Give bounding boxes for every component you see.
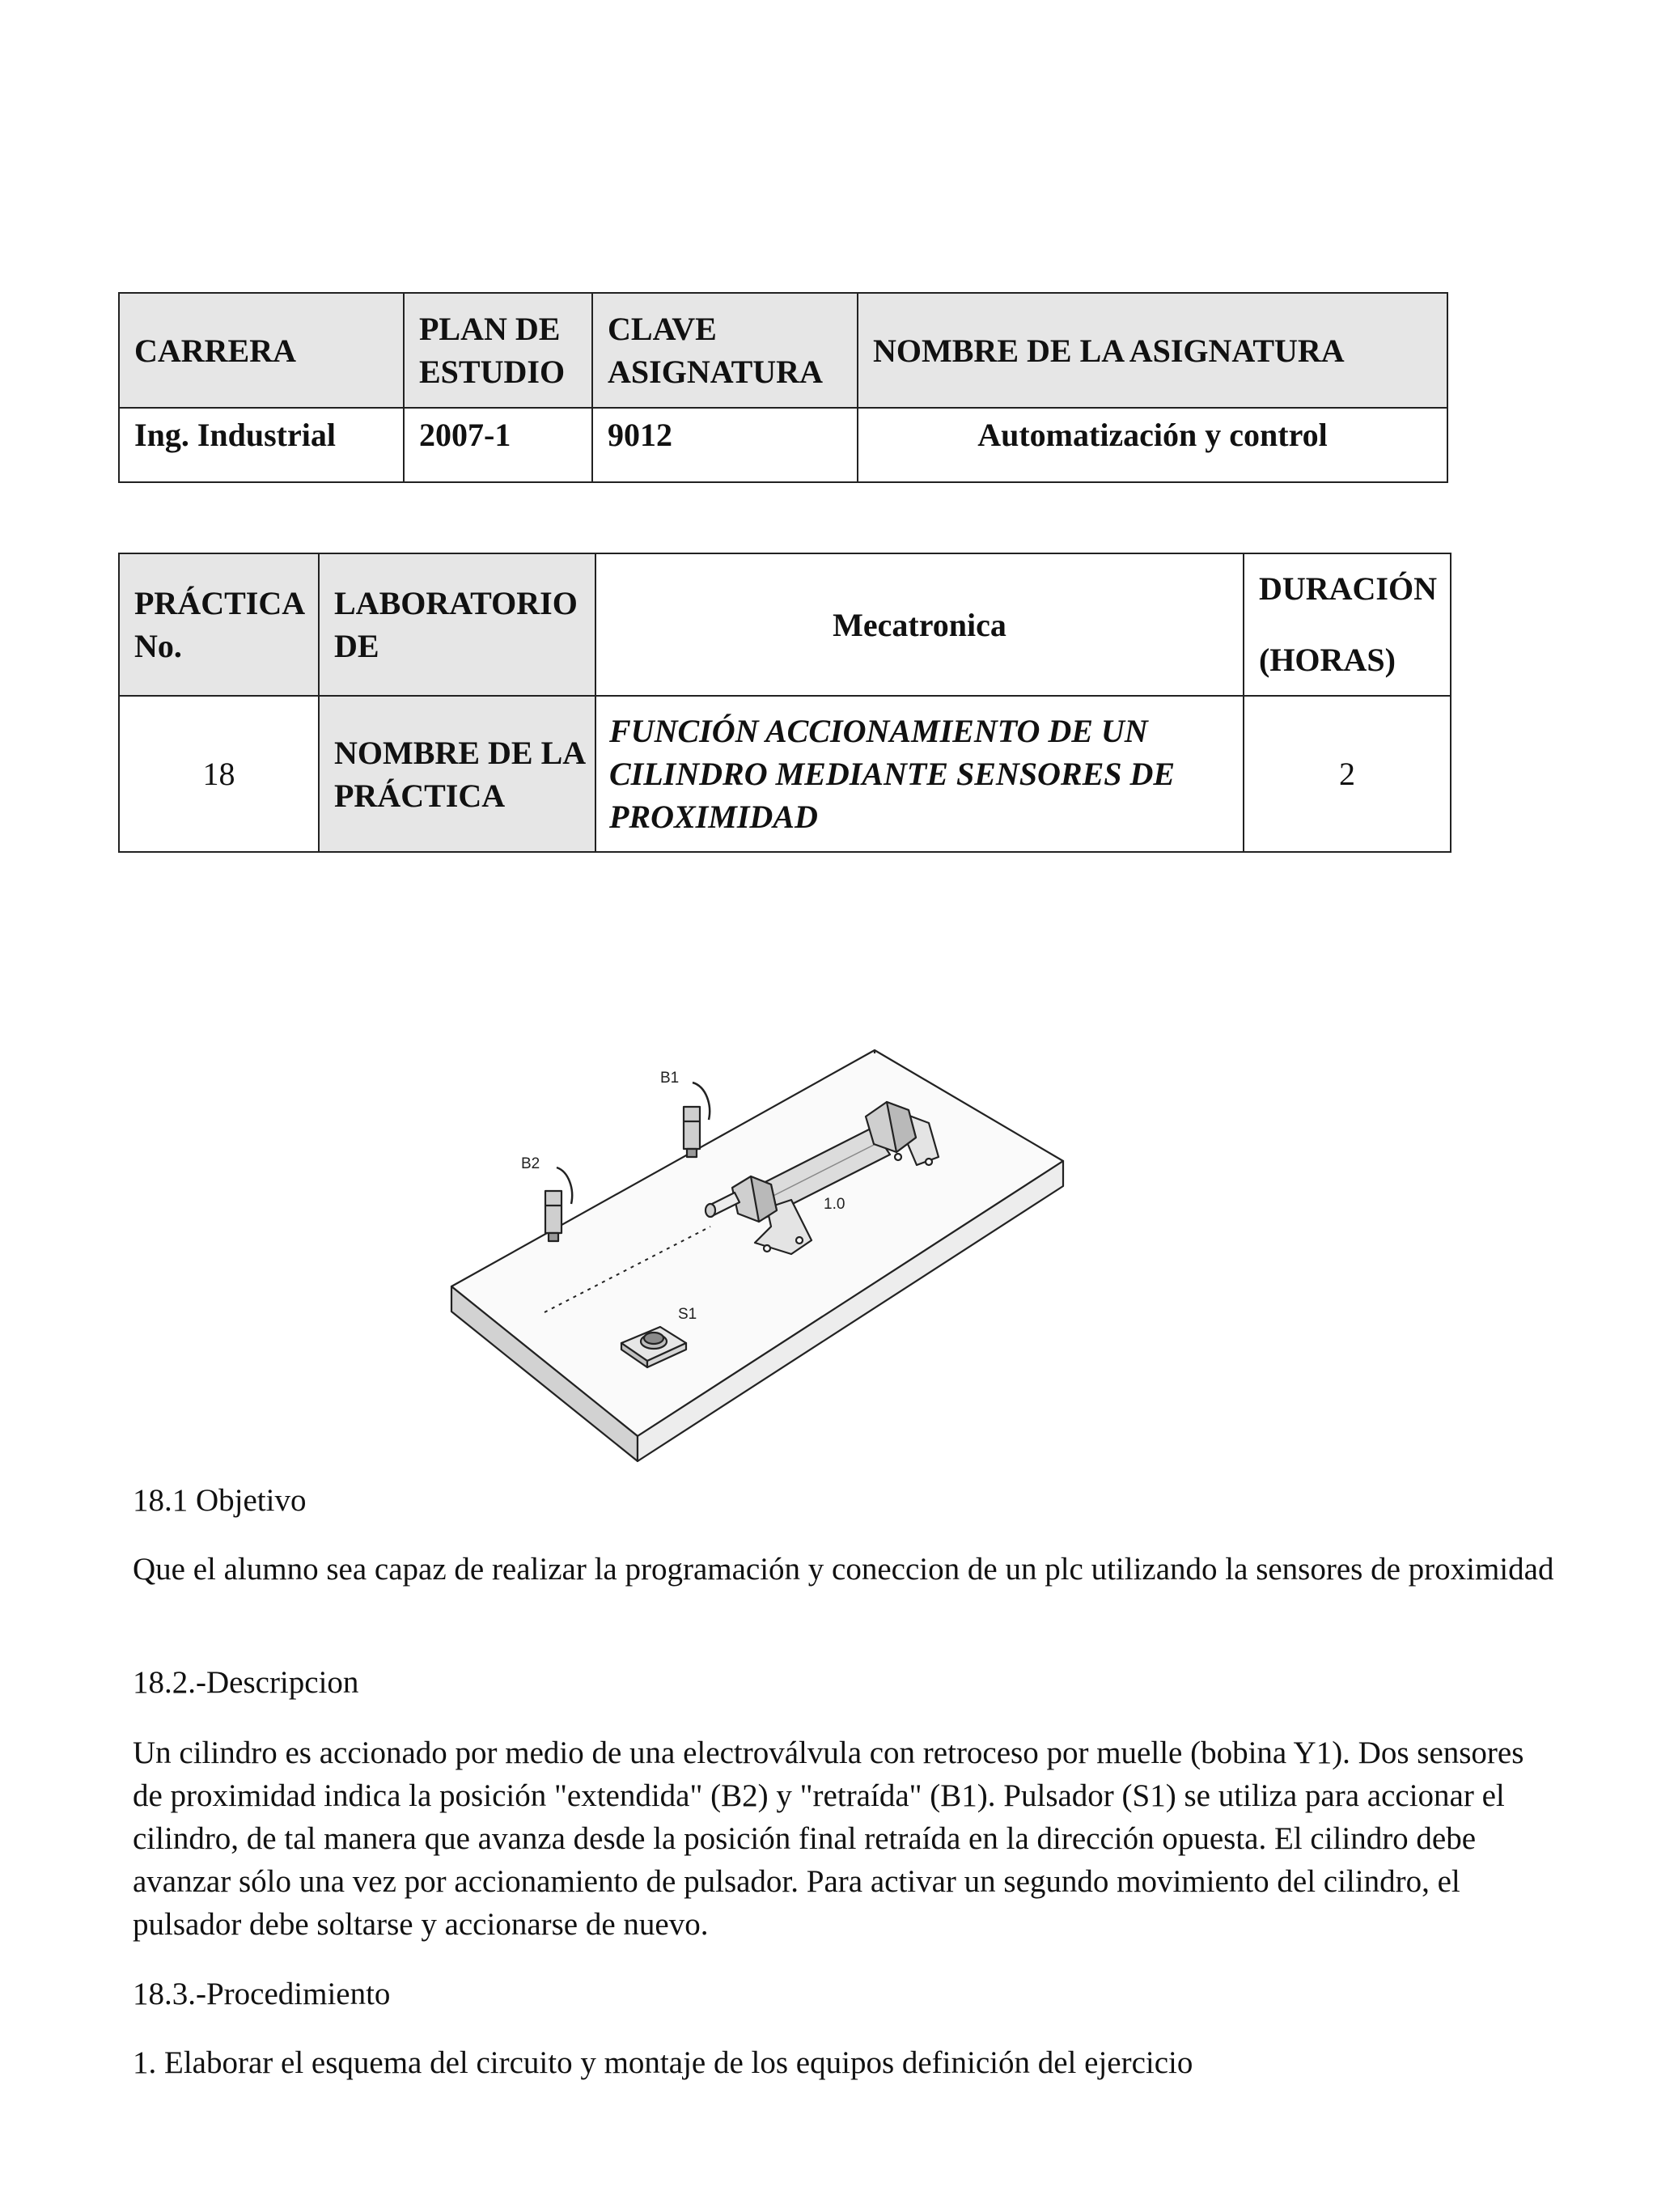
practice-info-table [118,553,1451,853]
value-nombre-asignatura: Automatización y control [858,408,1447,482]
header-carrera: CARRERA [119,293,404,408]
value-carrera: Ing. Industrial [119,408,404,482]
duracion-label: DURACIÓN [1259,570,1437,607]
sensor-b2 [545,1191,562,1233]
label-b1: B1 [660,1070,680,1087]
header-practica-no: PRÁCTICA No. [119,553,319,696]
sensor-b1 [684,1107,700,1149]
value-laboratorio: Mecatronica [595,553,1244,696]
label-b2: B2 [521,1155,540,1172]
descripcion-text: Un cilindro es accionado por medio de una electroválvula con retroceso por muelle (bobina Y1). Dos sensores de proximidad indica la posición "extendida" (B2) y "retraída" (B1). Pulsador (S1) se utiliza para accionar el cilindro, de tal manera que avanza desde la posición final retraída en la dirección opuesta. El cilindro debe avanzar sólo una vez por accionamiento de pulsador. Para activar un segundo movimiento del cilindro, el pulsador debe soltarse y accionarse de nuevo. [133,1735,1524,1942]
value-practica-number: 18 [119,696,319,852]
header-nombre-practica: NOMBRE DE LA PRÁCTICA [319,696,595,852]
header-nombre-asignatura: NOMBRE DE LA ASIGNATURA [858,293,1447,408]
header-duracion [1244,553,1451,696]
objetivo-text: Que el alumno sea capaz de realizar la programación y coneccion de un plc utilizando la sensores de proximidad [133,1552,1554,1587]
header-plan-de-estudio: PLAN DE ESTUDIO [404,293,592,408]
value-duracion: 2 [1244,696,1451,852]
cylinder-sensor-figure [443,1042,1074,1463]
value-clave-asignatura: 9012 [592,408,858,482]
header-laboratorio-de: LABORATORIO DE [319,553,595,696]
label-s1: S1 [678,1306,697,1323]
label-cylinder-1-0: 1.0 [824,1196,845,1213]
header-clave-asignatura: CLAVE ASIGNATURA [592,293,858,408]
duracion-unit: (HORAS) [1259,642,1396,678]
value-plan-de-estudio: 2007-1 [404,408,592,482]
procedimiento-step-1: 1. Elaborar el esquema del circuito y montaje de los equipos definición del ejercicio [133,2045,1193,2080]
course-info-table [118,292,1448,483]
objetivo-heading: 18.1 Objetivo [133,1483,307,1518]
value-nombre-practica: FUNCIÓN ACCIONAMIENTO DE UN CILINDRO MEDIANTE SENSORES DE PROXIMIDAD [595,696,1244,852]
procedimiento-heading: 18.3.-Procedimiento [133,1977,391,2011]
descripcion-heading: 18.2.-Descripcion [133,1665,359,1700]
